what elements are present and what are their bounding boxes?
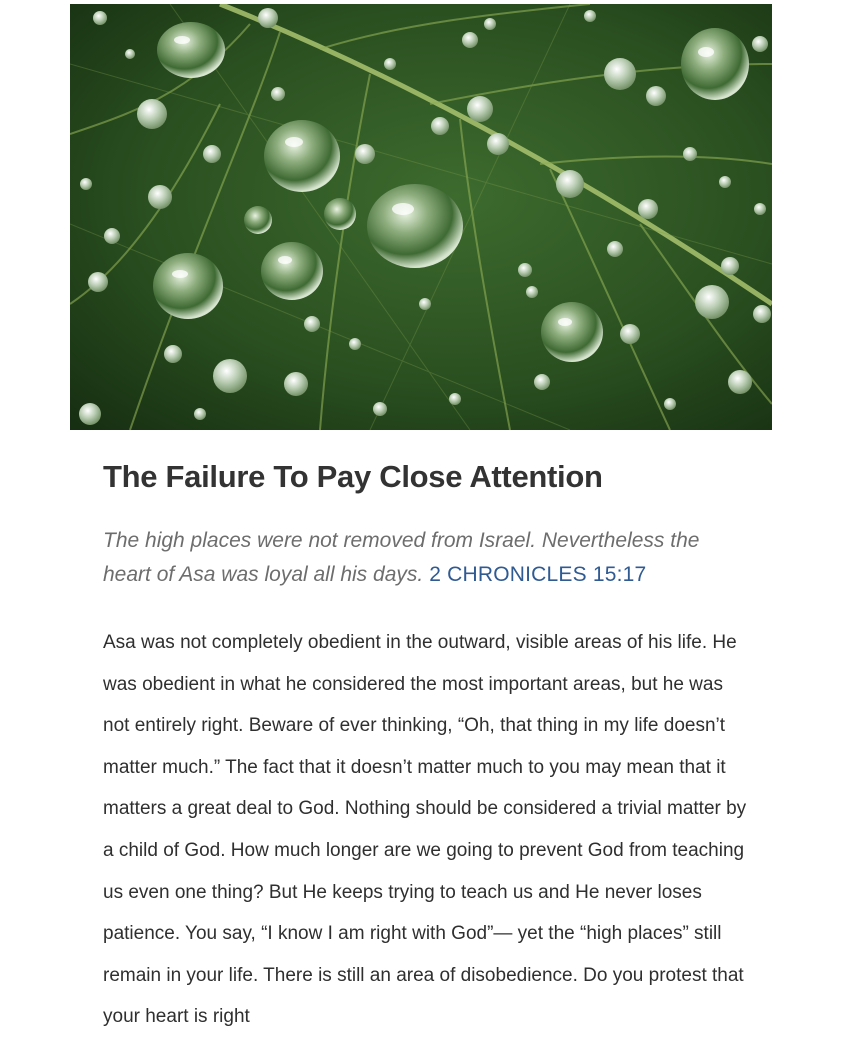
article-body: Asa was not completely obedient in the outward, visible areas of his life. He was obedient in what he considered the most important areas, but he was not entirely right. Beware of ever thinking, “Oh, that thing in my life doesn’t matter much.” The fact that it doesn’t matter much to you may mean that it matters a great deal to God. Nothing should be considered a trivial matter by a child of God. How much longer are we going to prevent God from teaching us even one thing? But He keeps trying to teach us and He never loses patience. You say, “I know I am right with God”— yet the “high places” still remain in your life. There is still an area of disobedience. Do you protest that your heart is right: [103, 632, 747, 1028]
verse-reference-link[interactable]: 2 CHRONICLES 15:17: [429, 563, 647, 586]
leaf-with-water-drops-icon: [70, 4, 772, 430]
hero-image: [70, 4, 772, 430]
article: [103, 452, 753, 1038]
verse-quote: [103, 524, 753, 592]
article-title: The Failure To Pay Close Attention: [103, 459, 603, 494]
verse-text: The high places were not removed from Israel. Nevertheless the heart of Asa was loyal all his days.: [103, 529, 700, 586]
